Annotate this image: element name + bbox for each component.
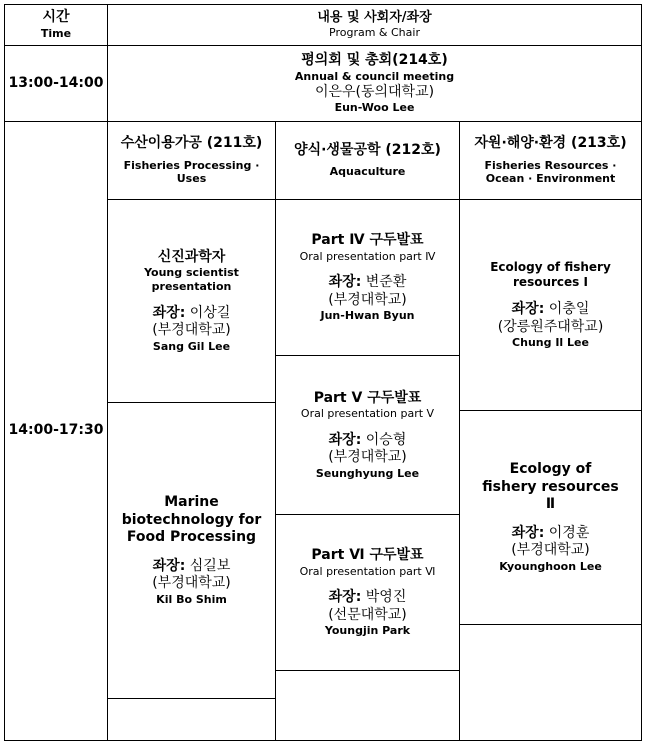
meeting-title-ko: 평의회 및 총회(214호): [301, 52, 448, 69]
room-213-session-ecology-1: [460, 200, 641, 410]
border-bottom: [4, 740, 642, 741]
session-part-en: Oral presentation part Ⅵ: [299, 564, 436, 578]
rule-211-bottom: [107, 698, 275, 699]
rule-213-bottom: [459, 624, 642, 625]
room-213-title-ko: 자원·해양·환경 (213호): [474, 135, 627, 151]
chair-name-en: Sang Gil Lee: [152, 339, 231, 353]
rule-212-bottom: [275, 670, 459, 671]
header-program-en: Program & Chair: [329, 26, 420, 40]
chair-name-en: Chung Il Lee: [512, 336, 589, 350]
room-212-session-part-6: [276, 515, 459, 670]
chair-name-en: Seunghyung Lee: [315, 466, 420, 480]
room-213-header: [460, 122, 641, 199]
header-time-ko: 시간: [42, 9, 70, 26]
chair-affiliation: (부경대학교): [511, 542, 590, 559]
chair-label: 좌장:: [328, 431, 362, 448]
session-part: Part Ⅳ 구두발표: [311, 232, 424, 248]
chair-name-ko: 이승형: [365, 431, 407, 448]
chair-name-ko: 심길보: [189, 557, 231, 574]
afternoon-time: 14:00-17:30: [8, 422, 104, 439]
room-212-session-part-4: [276, 200, 459, 355]
room-211-title-en: Fisheries Processing · Uses: [123, 158, 260, 186]
chair-name-en: Kyounghoon Lee: [499, 559, 602, 573]
session-title-ko: 신진과학자: [157, 248, 226, 265]
chair-affiliation: (강릉원주대학교): [497, 318, 604, 335]
chair-name-en: Kil Bo Shim: [156, 592, 227, 606]
chair-label: 좌장:: [152, 304, 186, 321]
chair-affiliation: (부경대학교): [328, 449, 407, 466]
meeting-chair-en: Eun-Woo Lee: [334, 101, 415, 114]
room-211-session-marine-biotech: [108, 403, 275, 698]
room-212-header: [276, 122, 459, 199]
chair-name-ko: 변준환: [365, 274, 407, 291]
room-211-session-young-scientist: [108, 200, 275, 402]
chair-affiliation: (부경대학교): [152, 575, 231, 592]
chair-label: 좌장:: [511, 301, 545, 318]
meeting-cell: [108, 46, 641, 121]
chair-name-ko: 이상길: [189, 304, 231, 321]
header-time-en: Time: [40, 26, 72, 40]
session-title: Ecology of fishery resources Ⅱ: [482, 461, 619, 513]
chair-name-en: Youngjin Park: [324, 624, 411, 638]
room-213-session-ecology-2: [460, 411, 641, 624]
session-part-en: Oral presentation part Ⅳ: [299, 249, 436, 263]
room-213-title-en: Fisheries Resources · Ocean · Environment: [484, 158, 617, 186]
chair-affiliation: (부경대학교): [152, 322, 231, 339]
chair-label: 좌장:: [328, 274, 362, 291]
chair-label: 좌장:: [511, 524, 545, 541]
chair-affiliation: (부경대학교): [328, 291, 407, 308]
session-part: Part Ⅵ 구두발표: [311, 547, 424, 563]
chair-name-ko: 이경훈: [548, 524, 590, 541]
meeting-title-en: Annual & council meeting: [294, 69, 455, 83]
room-212-title-en: Aquaculture: [329, 165, 406, 179]
chair-name-ko: 이충일: [548, 301, 590, 318]
chair-label: 좌장:: [152, 557, 186, 574]
meeting-time-cell: [5, 46, 107, 121]
afternoon-time-cell: [5, 122, 107, 740]
chair-name-ko: 박영진: [365, 589, 407, 606]
session-part-en: Oral presentation part Ⅴ: [300, 407, 435, 420]
session-title: Marine biotechnology for Food Processing: [121, 494, 262, 546]
meeting-time: 13:00-14:00: [8, 74, 104, 91]
session-title: Ecology of fishery resources Ⅰ: [490, 260, 611, 290]
session-title-en: Young scientist presentation: [144, 266, 239, 293]
header-program-cell: [108, 5, 641, 45]
room-211-title-ko: 수산이용가공 (211호): [120, 135, 263, 151]
header-program-ko: 내용 및 사회자/좌장: [317, 10, 432, 25]
room-211-header: [108, 122, 275, 199]
meeting-chair-ko: 이은우(동의대학교): [314, 83, 435, 100]
header-time-cell: [5, 5, 107, 45]
room-212-title-ko: 양식·생물공학 (212호): [294, 141, 441, 158]
room-212-session-part-5: [276, 356, 459, 514]
chair-affiliation: (선문대학교): [328, 606, 407, 623]
session-part: Part Ⅴ 구두발표: [313, 389, 422, 406]
chair-label: 좌장:: [328, 589, 362, 606]
border-right: [641, 4, 642, 741]
chair-name-en: Jun-Hwan Byun: [320, 309, 415, 323]
